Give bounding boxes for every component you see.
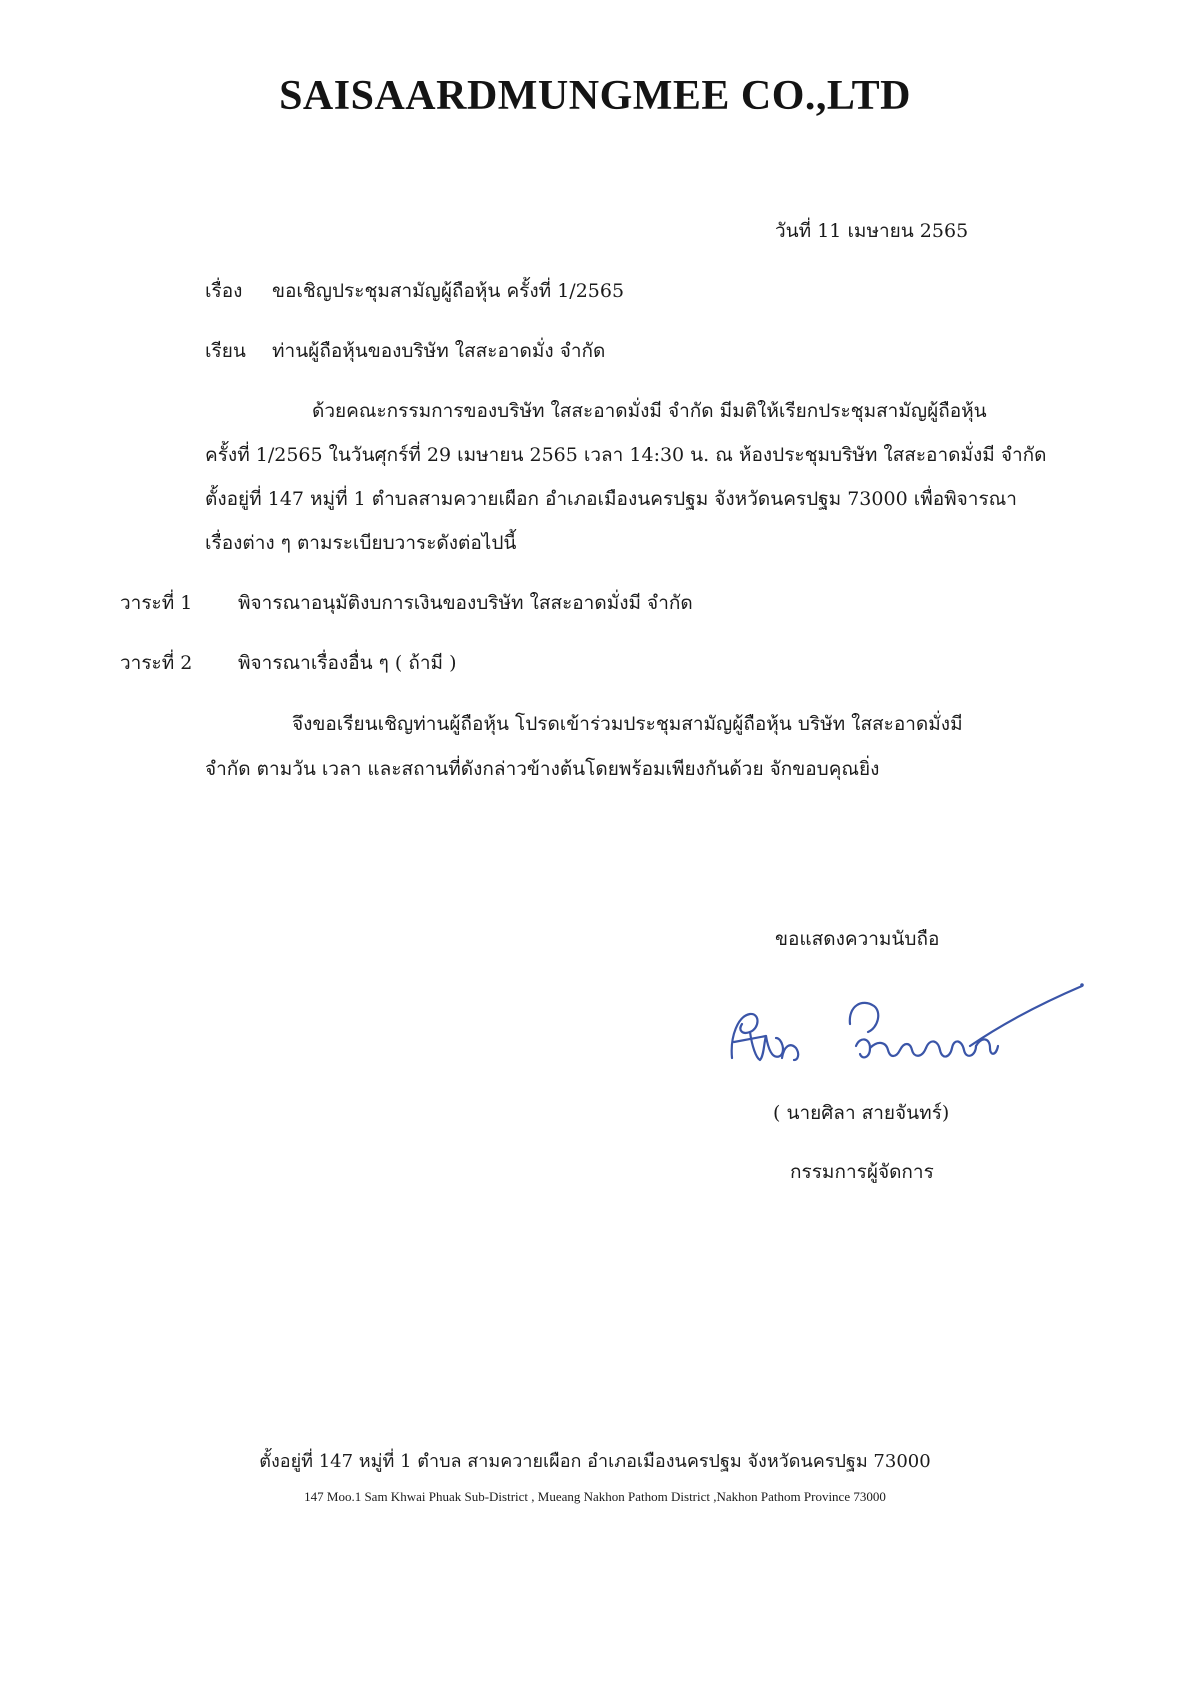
- regards-text: ขอแสดงความนับถือ: [775, 928, 940, 950]
- body-line-1: ด้วยคณะกรรมการของบริษัท ใสสะอาดมั่งมี จำกัด มีมติให้เรียกประชุมสามัญผู้ถือหุ้น: [312, 400, 987, 422]
- body-line-3: ตั้งอยู่ที่ 147 หมู่ที่ 1 ตำบลสามควายเผือก อำเภอเมืองนครปฐม จังหวัดนครปฐม 73000 เพื่อพิจารณา: [205, 488, 1017, 510]
- subject-label: เรื่อง: [205, 280, 243, 302]
- company-name: SAISAARDMUNGMEE CO.,LTD: [279, 73, 911, 119]
- body-line-2: ครั้งที่ 1/2565 ในวันศุกร์ที่ 29 เมษายน 2565 เวลา 14:30 น. ณ ห้องประชุมบริษัท ใสสะอาดมั่งมี จำกัด: [205, 444, 1047, 466]
- signature-icon: [720, 976, 1090, 1086]
- agenda-1-text: พิจารณาอนุมัติงบการเงินของบริษัท ใสสะอาดมั่งมี จำกัด: [238, 592, 693, 614]
- letter-date: วันที่ 11 เมษายน 2565: [775, 220, 969, 242]
- footer-address-thai: ตั้งอยู่ที่ 147 หมู่ที่ 1 ตำบล สามควายเผือก อำเภอเมืองนครปฐม จังหวัดนครปฐม 73000: [259, 1451, 931, 1472]
- agenda-2-text: พิจารณาเรื่องอื่น ๆ ( ถ้ามี ): [238, 652, 457, 674]
- signer-title: กรรมการผู้จัดการ: [790, 1161, 934, 1183]
- closing-line-1: จึงขอเรียนเชิญท่านผู้ถือหุ้น โปรดเข้าร่วมประชุมสามัญผู้ถือหุ้น บริษัท ใสสะอาดมั่งมี: [292, 713, 963, 735]
- recipient-text: ท่านผู้ถือหุ้นของบริษัท ใสสะอาดมั่ง จำกัด: [272, 340, 606, 362]
- agenda-1-label: วาระที่ 1: [120, 592, 193, 614]
- agenda-2-label: วาระที่ 2: [120, 652, 193, 674]
- closing-line-2: จำกัด ตามวัน เวลา และสถานที่ดังกล่าวข้างต้นโดยพร้อมเพียงกันด้วย จักขอบคุณยิ่ง: [205, 758, 880, 780]
- signer-name: ( นายศิลา สายจันทร์): [773, 1102, 950, 1124]
- footer-address-english: 147 Moo.1 Sam Khwai Phuak Sub-District , Mueang Nakhon Pathom District ,Nakhon Pathom Province 73000: [304, 1489, 886, 1504]
- body-line-4: เรื่องต่าง ๆ ตามระเบียบวาระดังต่อไปนี้: [205, 532, 517, 554]
- subject-text: ขอเชิญประชุมสามัญผู้ถือหุ้น ครั้งที่ 1/2565: [272, 280, 625, 302]
- recipient-label: เรียน: [205, 340, 246, 362]
